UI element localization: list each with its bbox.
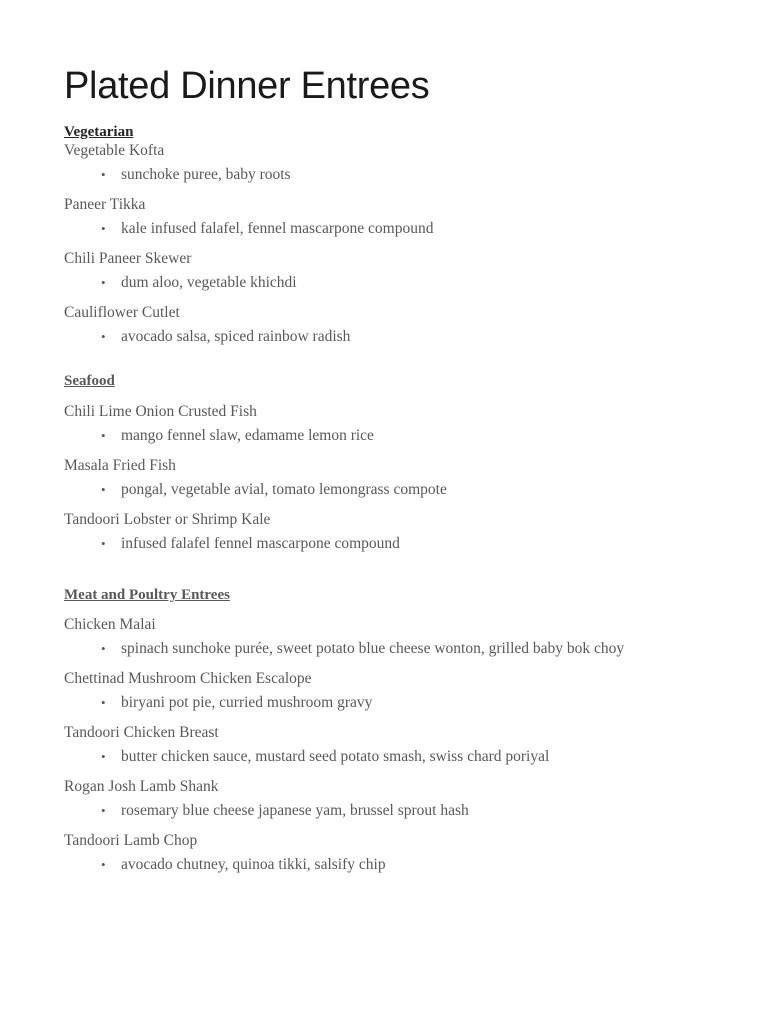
dish-description: • butter chicken sauce, mustard seed potato smash, swiss chard poriyal	[64, 747, 744, 766]
dish-item	[64, 402, 744, 445]
dish-name: Chettinad Mushroom Chicken Escalope	[64, 670, 312, 687]
dish-description: • biryani pot pie, curried mushroom gravy	[64, 693, 744, 712]
dish-item	[64, 195, 744, 238]
dish-name: Masala Fried Fish	[64, 457, 176, 474]
dish-item	[64, 456, 744, 499]
dish-name: Rogan Josh Lamb Shank	[64, 778, 219, 795]
dish-name: Tandoori Lamb Chop	[64, 832, 198, 849]
dish-item	[64, 669, 744, 712]
dish-description: • avocado salsa, spiced rainbow radish	[64, 327, 744, 346]
dish-description: • dum aloo, vegetable khichdi	[64, 273, 744, 292]
dish-item	[64, 303, 744, 346]
dish-name: Vegetable Kofta	[64, 142, 165, 159]
section-vegetarian	[64, 123, 744, 346]
dish-item	[64, 777, 744, 820]
dish-description: • rosemary blue cheese japanese yam, brussel sprout hash	[64, 801, 744, 820]
dish-item	[64, 615, 744, 658]
section-seafood	[64, 372, 744, 553]
dish-item	[64, 831, 744, 874]
dish-item	[64, 141, 744, 184]
dish-description: • avocado chutney, quinoa tikki, salsify chip	[64, 855, 744, 874]
dish-name: Tandoori Lobster or Shrimp Kale	[64, 511, 271, 528]
section-heading: Seafood	[64, 373, 115, 389]
dish-name: Tandoori Chicken Breast	[64, 724, 219, 741]
section-heading: Vegetarian	[64, 124, 134, 140]
dish-item	[64, 723, 744, 766]
dish-description: • kale infused falafel, fennel mascarpone compound	[64, 219, 744, 238]
dish-item	[64, 249, 744, 292]
dish-name: Chili Paneer Skewer	[64, 250, 192, 267]
dish-description: • spinach sunchoke purée, sweet potato blue cheese wonton, grilled baby bok choy	[64, 639, 744, 658]
dish-name: Chicken Malai	[64, 616, 156, 633]
dish-item	[64, 510, 744, 553]
dish-description: • sunchoke puree, baby roots	[64, 165, 744, 184]
menu-page	[64, 58, 744, 885]
dish-description: • pongal, vegetable avial, tomato lemongrass compote	[64, 480, 744, 499]
section-heading: Meat and Poultry Entrees	[64, 587, 230, 603]
section-meat-poultry	[64, 586, 744, 874]
dish-name: Paneer Tikka	[64, 196, 146, 213]
dish-description: • infused falafel fennel mascarpone compound	[64, 534, 744, 553]
dish-name: Cauliflower Cutlet	[64, 304, 180, 321]
dish-description: • mango fennel slaw, edamame lemon rice	[64, 426, 744, 445]
page-title: Plated Dinner Entrees	[64, 65, 430, 107]
dish-name: Chili Lime Onion Crusted Fish	[64, 403, 257, 420]
